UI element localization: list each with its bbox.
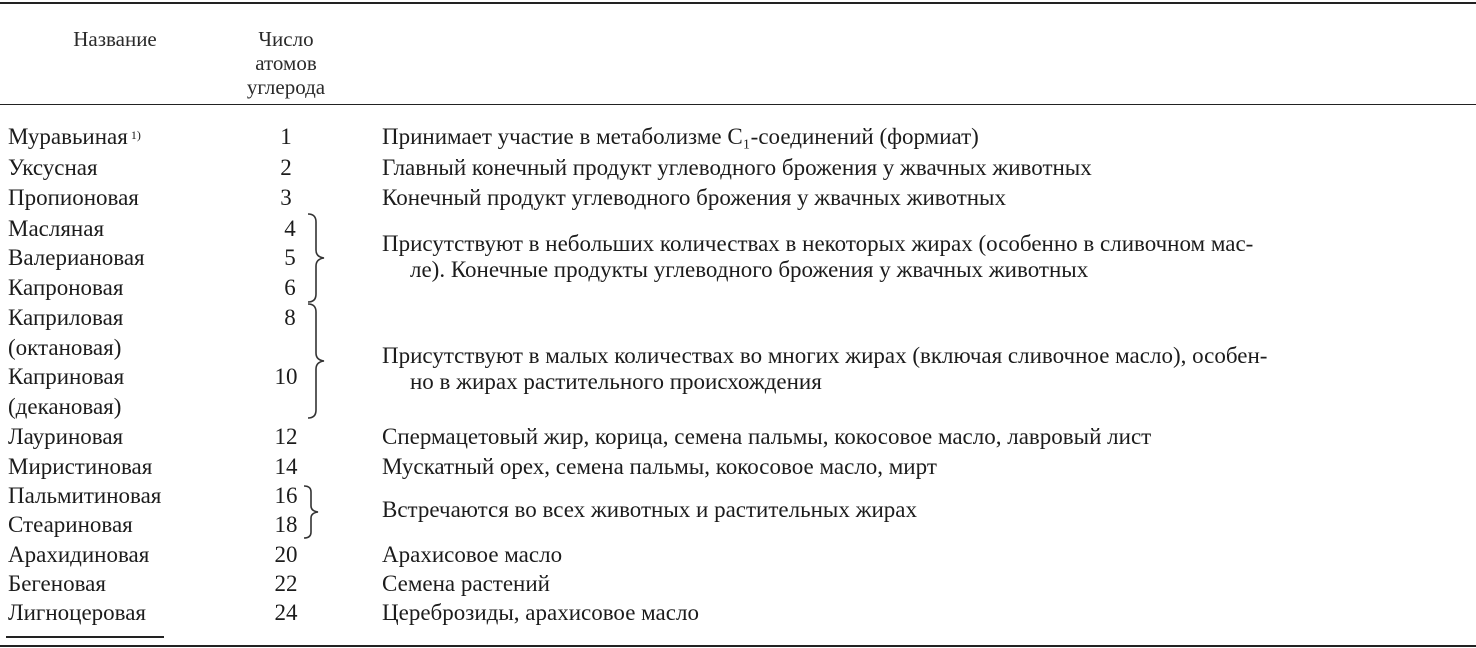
carbon-count: 20 <box>274 542 298 567</box>
acid-name: Валериановая <box>8 245 145 270</box>
header-rule <box>0 104 1476 105</box>
acid-description: Спермацетовый жир, корица, семена пальмы, кокосовое масло, лавровый лист <box>382 424 1152 449</box>
acid-name: Каприновая <box>8 364 125 389</box>
bottom-rule <box>0 645 1476 647</box>
group-description: Встречаются во всех животных и растительных жирах <box>382 497 918 522</box>
acid-name: Капроновая <box>8 275 124 300</box>
acid-name: (декановая) <box>8 394 122 419</box>
acid-name: Миристиновая <box>8 454 153 479</box>
acid-name: Бегеновая <box>8 571 106 596</box>
carbon-count: 5 <box>284 245 296 270</box>
group-description-line: но в жирах растительного происхождения <box>410 369 822 394</box>
acid-description: Конечный продукт углеводного брожения у жвачных животных <box>382 185 1007 210</box>
acid-name: (октановая) <box>8 335 122 360</box>
carbon-count: 16 <box>274 483 298 508</box>
top-rule <box>0 2 1476 4</box>
footnote-marker: 1) <box>130 128 141 142</box>
column-header-carbon-count <box>226 27 346 99</box>
carbon-count: 2 <box>280 155 292 180</box>
carbon-count: 24 <box>274 600 298 625</box>
acid-name: Пропионовая <box>8 185 139 210</box>
acid-name: Каприловая <box>8 305 124 330</box>
acid-description: Принимает участие в метаболизме C₁-соединений (формиат) <box>382 124 979 149</box>
acid-name: Масляная <box>8 216 105 241</box>
acid-description: Арахисовое масло <box>382 542 563 567</box>
acid-name: Лауриновая <box>8 424 124 449</box>
acid-name: Арахидиновая <box>8 542 150 567</box>
carbon-count: 4 <box>284 216 296 241</box>
group-brace <box>302 484 324 540</box>
group-brace <box>306 302 330 420</box>
acid-description: Главный конечный продукт углеводного брожения у жвачных животных <box>382 155 1092 180</box>
carbon-count: 22 <box>274 571 298 596</box>
group-description <box>382 343 1267 395</box>
carbon-count: 14 <box>274 454 298 479</box>
column-header-carbon-line2: атомов <box>255 51 317 75</box>
footnote-rule <box>6 636 164 638</box>
acid-description: Цереброзиды, арахисовое масло <box>382 600 699 625</box>
acid-name: Лигноцеровая <box>8 600 147 625</box>
acid-name: Стеариновая <box>8 512 133 537</box>
group-brace <box>306 212 330 304</box>
group-description-line: Присутствуют в небольших количествах в некоторых жирах (особенно в сливочном мас- <box>382 231 1254 256</box>
acid-name: Уксусная <box>8 155 98 180</box>
carbon-count: 3 <box>280 185 292 210</box>
carbon-count: 12 <box>274 424 298 449</box>
acid-description: Мускатный орех, семена пальмы, кокосовое масло, мирт <box>382 454 937 479</box>
carbon-count: 10 <box>274 364 298 389</box>
carbon-count: 18 <box>274 512 298 537</box>
column-header-carbon-line3: углерода <box>246 75 326 99</box>
carbon-count: 6 <box>284 275 296 300</box>
group-description <box>382 231 1253 283</box>
carbon-count: 8 <box>284 305 296 330</box>
group-description-line: Присутствуют в малых количествах во многих жирах (включая сливочное масло), особен- <box>382 343 1268 368</box>
acid-description: Семена растений <box>382 571 550 596</box>
carbon-count: 1 <box>280 124 292 149</box>
group-description-line: ле). Конечные продукты углеводного брожения у жвачных животных <box>410 257 1089 282</box>
acid-name: Пальмитиновая <box>8 483 162 508</box>
acid-name: Муравьиная $^{1)}$ <box>8 124 141 149</box>
column-header-carbon-line1: Число <box>258 27 314 51</box>
column-header-name: Название <box>73 27 157 51</box>
